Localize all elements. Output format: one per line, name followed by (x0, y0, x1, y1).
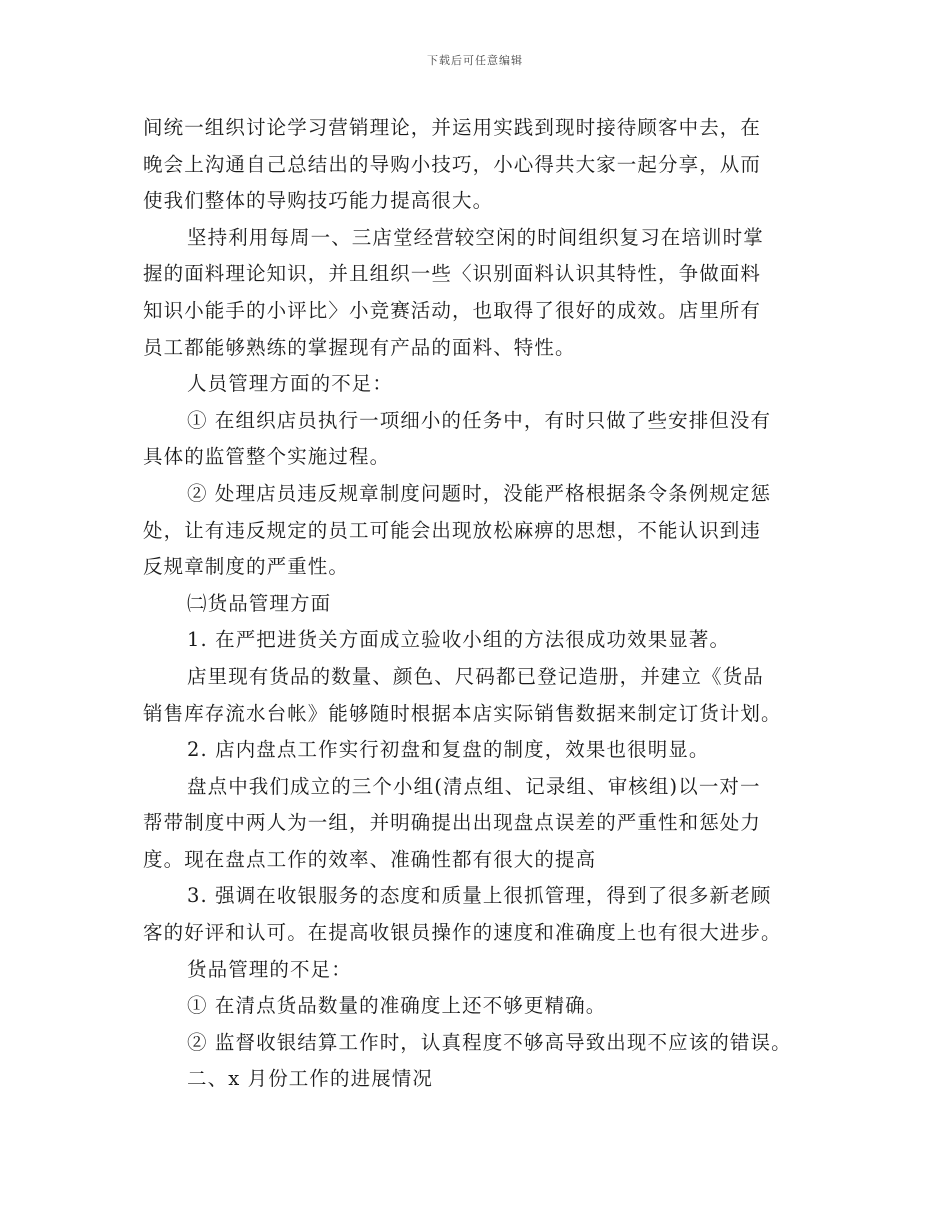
body-line: 间统一组织讨论学习营销理论，并运用实践到现时接待顾客中去，在 (143, 116, 762, 139)
body-line: 帮带制度中两人为一组，并明确提出出现盘点误差的严重性和惩处力 (143, 811, 762, 835)
list-item-start: ① 在组织店员执行一项细小的任务中，有时只做了些安排但没有 (187, 408, 772, 432)
body-line: 处，让有违反规定的员工可能会出现放松麻痹的思想，不能认识到违 (143, 518, 762, 542)
section-heading: ㈡货品管理方面 (187, 591, 332, 615)
paragraph-start-line: 盘点中我们成立的三个小组(清点组、记录组、审核组)以一对一 (187, 774, 761, 798)
body-line: 使我们整体的导购技巧能力提高很大。 (143, 189, 494, 213)
list-item-start: ② 处理店员违反规章制度问题时，没能严格根据条令条例规定惩 (187, 481, 772, 505)
numbered-item: 3. 强调在收银服务的态度和质量上很抓管理，得到了很多新老顾 (187, 884, 772, 908)
paragraph-start-line: 店里现有货品的数量、颜色、尺码都已登记造册，并建立《货品 (187, 664, 764, 688)
page-header: 下载后可任意编辑 (427, 54, 523, 67)
numbered-item: 1. 在严把进货关方面成立验收小组的方法很成功效果显著。 (187, 628, 731, 652)
numbered-item: 2. 店内盘点工作实行初盘和复盘的制度，效果也很明显。 (187, 738, 710, 762)
document-body (143, 110, 811, 1098)
body-line: 员工都能够熟练的掌握现有产品的面料、特性。 (143, 335, 576, 359)
body-line: 销售库存流水台帐》能够随时根据本店实际销售数据来制定订货计划。 (143, 701, 782, 725)
body-line: 具体的监管整个实施过程。 (143, 445, 391, 469)
paragraph-start-line: 坚持利用每周一、三店堂经营较空闲的时间组织复习在培训时掌 (187, 225, 764, 249)
body-line: 客的好评和认可。在提高收银员操作的速度和准确度上也有很大进步。 (143, 921, 782, 945)
body-line: 度。现在盘点工作的效率、准确性都有很大的提高 (143, 847, 597, 871)
section-heading: 人员管理方面的不足： (187, 372, 394, 396)
body-line: 反规章制度的严重性。 (143, 555, 350, 579)
body-line: 握的面料理论知识，并且组织一些〈识别面料认识其特性，争做面料 (143, 262, 762, 286)
body-line: 知识小能手的小评比〉小竞赛活动，也取得了很好的成效。店里所有 (143, 298, 762, 322)
section-heading: 货品管理的不足： (187, 957, 352, 981)
list-item-start: ② 监督收银结算工作时，认真程度不够高导致出现不应该的错误。 (187, 1030, 792, 1054)
section-heading: 二、x 月份工作的进展情况 (187, 1067, 433, 1091)
list-item-start: ① 在清点货品数量的准确度上还不够更精确。 (187, 994, 607, 1018)
body-line: 晚会上沟通自己总结出的导购小技巧，小心得共大家一起分享，从而 (143, 152, 762, 176)
